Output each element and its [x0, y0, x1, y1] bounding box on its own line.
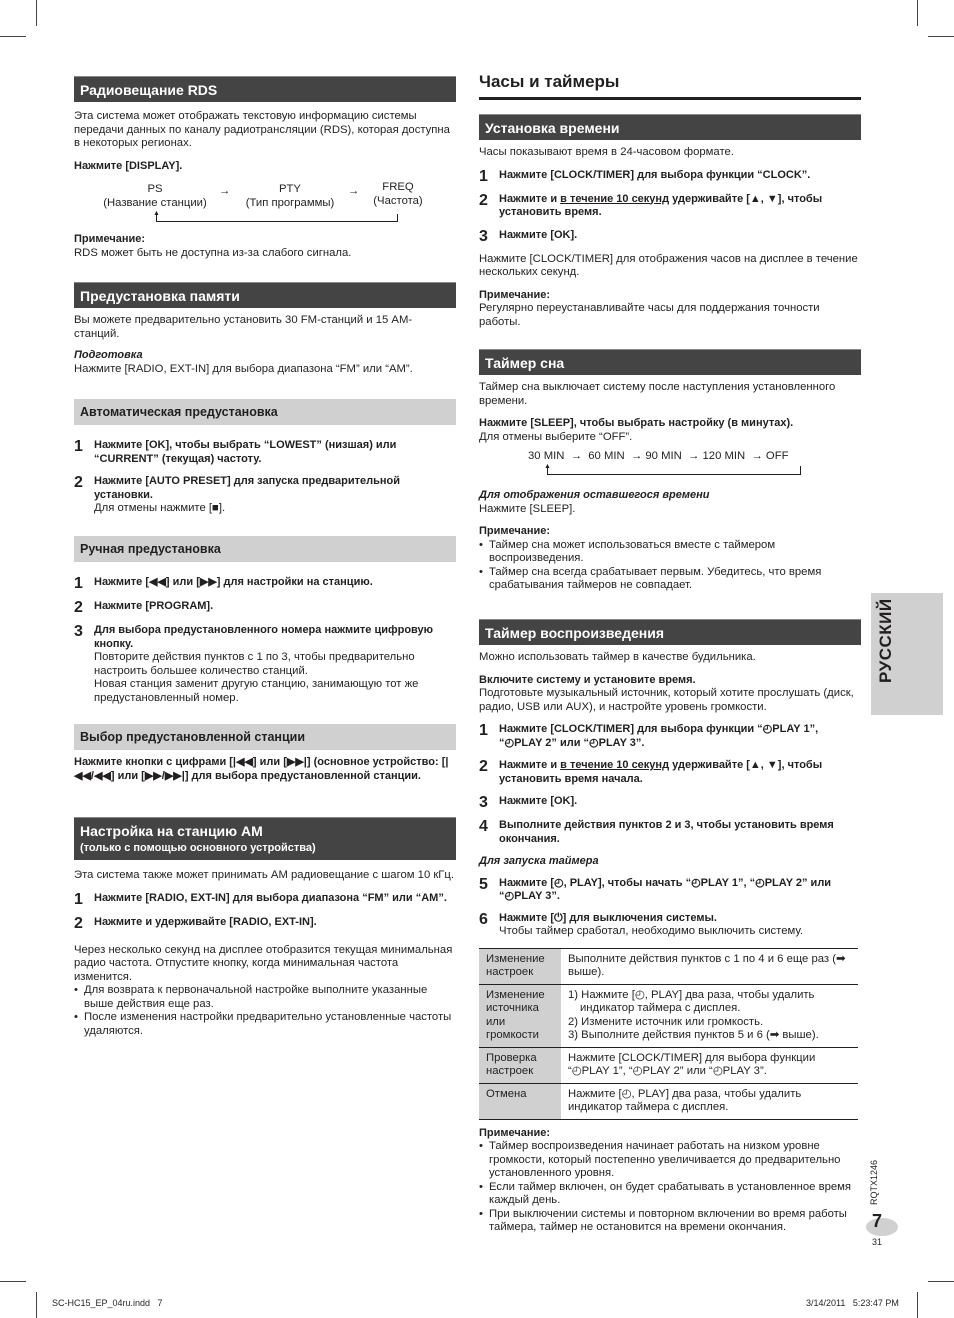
- language-label: РУССКИЙ: [876, 598, 895, 683]
- footer-file: SC-HC15_EP_04ru.indd 7: [52, 1298, 163, 1308]
- rds-flow-arrow: →: [219, 185, 231, 197]
- am-bullet-2: • После изменения настройки предварительно установленные частоты удаляются.: [74, 1011, 452, 1037]
- table-row: Проверка настроек Нажмите [CLOCK/TIMER] для выбора функции “◴PLAY 1”, “◴PLAY 2” или “◴PLAY 3”.: [479, 1047, 858, 1083]
- sleep-remain: Нажмите [SLEEP].: [479, 502, 576, 515]
- rds-press: Нажмите [DISPLAY].: [74, 159, 183, 172]
- rds-intro: Эта система может отображать текстовую информацию системы передачи данных по каналу радиотрансляции (RDS), которая доступна в некоторых регионах.: [74, 110, 450, 149]
- play-bullet-2: • Если таймер включен, он будет срабатывать в установленное время каждый день.: [479, 1180, 852, 1206]
- auto-step-2: 2 Нажмите [AUTO PRESET] для запуска предварительной установки. Для отмены нажмите [■].: [74, 474, 400, 514]
- play-note-label: Примечание:: [479, 1126, 551, 1139]
- clock-intro: Часы показывают время в 24-часовом формате.: [479, 146, 734, 158]
- am-title: Настройка на станцию AM: [80, 823, 263, 839]
- am-step-2: 2 Нажмите и удерживайте [RADIO, EXT-IN].: [74, 914, 317, 932]
- am-title-bar: [74, 817, 456, 860]
- sleep-flow-return-line: [547, 466, 801, 475]
- play-start-label: Для запуска таймера: [479, 855, 599, 867]
- clock-paragraph: Нажмите [CLOCK/TIMER] для отображения часов на дисплее в течение нескольких секунд.: [479, 252, 858, 278]
- manual-step-2: 2 Нажмите [PROGRAM].: [74, 599, 214, 616]
- play-title: Таймер воспроизведения: [479, 619, 861, 645]
- play-bullet-1: • Таймер воспроизведения начинает работать на низком уровне громкости, который постепенно увеличивается до предварительно установленного уровня.: [479, 1140, 841, 1179]
- play-step-3: 3 Нажмите [OK].: [479, 794, 578, 811]
- clock-step-1: 1 Нажмите [CLOCK/TIMER] для выбора функции “CLOCK”.: [479, 167, 811, 185]
- preset-title: Предустановка памяти: [74, 282, 456, 308]
- am-intro: Эта система также может принимать AM радиовещание с шагом 10 кГц.: [74, 869, 455, 881]
- sleep-press: Нажмите [SLEEP], чтобы выбрать настройку (в минутах).: [479, 417, 794, 429]
- clock-note: Регулярно переустанавливайте часы для поддержания точности работы.: [479, 302, 820, 328]
- sleep-cancel: Для отмены выберите “OFF”.: [479, 430, 633, 443]
- play-on: Включите систему и установите время.: [479, 673, 696, 686]
- rds-flow-arrow: →: [348, 185, 360, 197]
- preset-prep-label: Подготовка: [74, 349, 143, 361]
- rds-note: RDS может быть не доступна из-за слабого сигнала.: [74, 246, 352, 259]
- manual-step-3: 3 Для выбора предустановленного номера нажмите цифровую кнопку. Повторите действия пунктов с 1 по 3, чтобы предварительно настроить большее количество станций. Новая станция заменит другую станцию, занимающую тот же предустановленный номер.: [74, 623, 434, 704]
- am-subtitle: (только с помощью основного устройства): [80, 842, 316, 854]
- rds-flow-return-line: [156, 214, 398, 222]
- clock-title: Установка времени: [479, 114, 861, 140]
- rds-flow-freq: FREQ (Частота): [373, 181, 423, 207]
- sleep-section: [479, 349, 861, 593]
- select-section: [74, 724, 456, 783]
- am-bullet-1: • Для возврата к первоначальной настройке выполните указанные выше действия еще раз.: [74, 984, 428, 1010]
- clock-step-2: 2 Нажмите и в течение 10 секунд удерживайте [▲, ▼], чтобы установить время.: [479, 191, 823, 218]
- sleep-title: Таймер сна: [479, 349, 861, 375]
- clock-step-3: 3 Нажмите [OK].: [479, 227, 578, 245]
- manual-step-1: 1 Нажмите [◀◀] или [▶▶] для настройки на станцию.: [74, 575, 373, 592]
- doc-code: RQTX1246: [869, 1159, 879, 1205]
- select-text: Нажмите кнопки с цифрами [|◀◀] или [▶▶|] (основное устройство: [|◀◀/◀◀] или [▶▶/▶▶|] для выбора предустановленной станции.: [74, 756, 449, 782]
- page-heading: Часы и таймеры: [479, 70, 861, 100]
- footer-date: 3/14/2011 5:23:47 PM: [806, 1298, 899, 1308]
- play-step-2: 2 Нажмите и в течение 10 секунд удерживайте [▲, ▼], чтобы установить время начала.: [479, 758, 823, 785]
- select-title: Выбор предустановленной станции: [74, 724, 456, 750]
- sleep-flow-text: 30 MIN → 60 MIN → 90 MIN → 120 MIN → OFF: [528, 450, 789, 462]
- page-number-small: 31: [872, 1237, 883, 1247]
- play-step-1: 1 Нажмите [CLOCK/TIMER] для выбора функции “◴PLAY 1”, “◴PLAY 2” или “◴PLAY 3”.: [479, 722, 819, 749]
- auto-step-1: 1 Нажмите [OK], чтобы выбрать “LOWEST” (низшая) или “CURRENT” (текущая) частоту.: [74, 438, 397, 465]
- rds-flow-return-arrowhead: ▲: [153, 210, 160, 217]
- rds-section: [74, 76, 456, 260]
- sleep-flow-return-arrowhead: ▲: [544, 463, 551, 470]
- play-step-5: 5 Нажмите [◴, PLAY], чтобы начать “◴PLAY 1”, “◴PLAY 2” или “◴PLAY 3”.: [479, 875, 832, 902]
- play-section: [479, 619, 861, 1235]
- clock-timers-section: [479, 70, 861, 329]
- table-row: Отмена Нажмите [◴, PLAY] два раза, чтобы удалить индикатор таймера с дисплея.: [479, 1083, 858, 1119]
- rds-flow-pty: PTY (Тип программы): [245, 183, 335, 209]
- rds-flow-ps: PS (Название станции): [103, 183, 207, 209]
- am-section: [74, 817, 456, 1038]
- preset-section: [74, 282, 456, 376]
- page-number: 7: [872, 1211, 883, 1231]
- play-step-6: 6 Нажмите [⏻] для выключения системы. Чтобы таймер сработал, необходимо выключить систему.: [479, 910, 804, 937]
- sleep-bullet-2: • Таймер сна всегда срабатывает первым. Убедитесь, что время срабатывания таймеров не совпадает.: [479, 565, 822, 591]
- timer-table: [479, 948, 858, 1120]
- manual-section: [74, 536, 456, 705]
- sleep-remain-label: Для отображения оставшегося времени: [479, 489, 710, 501]
- play-bullet-3: • При выключении системы и повторном включении во время работы таймера, таймер не остановится на времени окончания.: [479, 1207, 847, 1233]
- rds-flow: [74, 177, 456, 227]
- table-row: Изменение источника или громкости 1) Нажмите [◴, PLAY] два раза, чтобы удалить индикатор таймера с дисплея. 2) Измените источник или громкость. 3) Выполните действия пунктов 5 и 6 (➡ выше).: [479, 984, 858, 1047]
- play-intro: Можно использовать таймер в качестве будильника.: [479, 651, 756, 663]
- auto-title: Автоматическая предустановка: [74, 399, 456, 425]
- auto-section: [74, 399, 456, 516]
- play-prep: Подготовьте музыкальный источник, который хотите прослушать (диск, радио, USB или AUX), и настройте уровень громкости.: [479, 687, 854, 713]
- rds-note-label: Примечание:: [74, 233, 146, 245]
- play-step-4: 4 Выполните действия пунктов 2 и 3, чтобы установить время окончания.: [479, 818, 834, 845]
- am-paragraph: Через несколько секунд на дисплее отобразится текущая минимальная радио частота. Отпустите кнопку, когда минимальная частота изменится.: [74, 943, 453, 983]
- sleep-flow: [479, 448, 861, 482]
- table-row: Изменение настроек Выполните действия пунктов с 1 по 4 и 6 еще раз (➡ выше).: [479, 948, 858, 984]
- manual-title: Ручная предустановка: [74, 536, 456, 562]
- language-tab: [871, 593, 943, 715]
- clock-note-label: Примечание:: [479, 288, 551, 301]
- preset-intro: Вы можете предварительно установить 30 FM-станций и 15 AM-станций.: [74, 314, 413, 340]
- preset-prep: Нажмите [RADIO, EXT-IN] для выбора диапазона “FM” или “AM”.: [74, 362, 413, 375]
- am-step-1: 1 Нажмите [RADIO, EXT-IN] для выбора диапазона “FM” или “AM”.: [74, 890, 447, 908]
- rds-title: Радиовещание RDS: [74, 76, 456, 102]
- sleep-note-label: Примечание:: [479, 525, 551, 537]
- sleep-bullet-1: • Таймер сна может использоваться вместе с таймером воспроизведения.: [479, 538, 776, 564]
- sleep-intro: Таймер сна выключает систему после наступления установленного времени.: [479, 381, 836, 407]
